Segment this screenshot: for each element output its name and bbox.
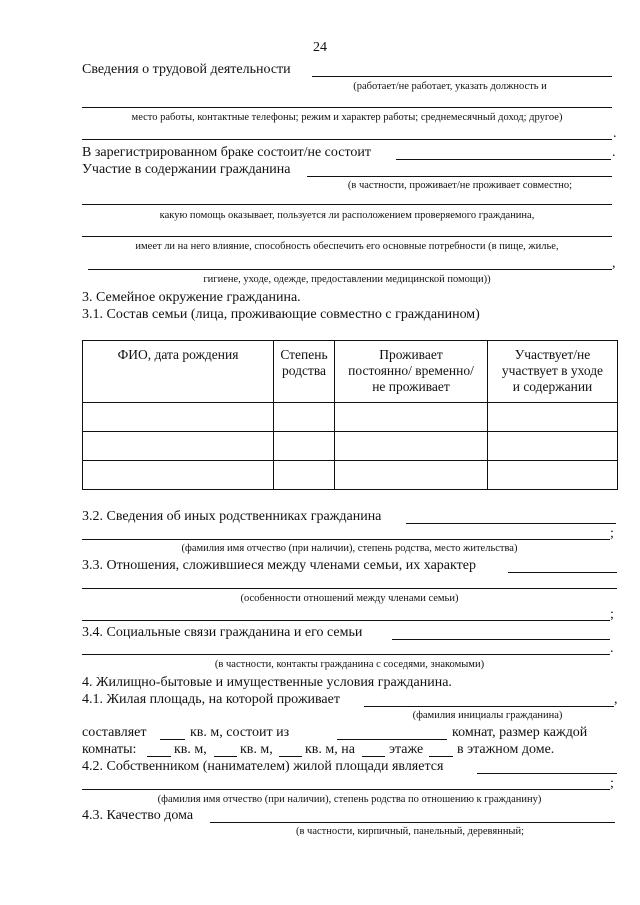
s34-field-2[interactable] xyxy=(82,654,610,655)
s33-field-3[interactable] xyxy=(82,620,610,621)
s41-hint: (фамилия инициалы гражданина) xyxy=(412,710,563,721)
col-header-residence: Проживает постоянно/ временно/ не проживает xyxy=(335,341,488,403)
section-4-title: 4. Жилищно-бытовые и имущественные условия гражданина. xyxy=(82,675,452,690)
table-row xyxy=(83,403,618,432)
s32-hint: (фамилия имя отчество (при наличии), степень родства, место жительства) xyxy=(181,543,518,554)
col-header-participation: Участвует/не участвует в уходе и содержании xyxy=(488,341,618,403)
marriage-label: В зарегистрированном браке состоит/не состоит xyxy=(82,145,371,160)
table-cell[interactable] xyxy=(335,432,488,461)
labor-end: . xyxy=(613,126,617,141)
participation-field-3[interactable] xyxy=(82,236,612,237)
s41-line3-a: комнаты: xyxy=(82,742,137,757)
s41-line2-b: кв. м, состоит из xyxy=(190,725,290,740)
table-cell[interactable] xyxy=(274,403,335,432)
s33-label: 3.3. Отношения, сложившиеся между членами семьи, их характер xyxy=(82,558,476,573)
s41-floors-field[interactable] xyxy=(429,756,453,757)
s33-hint: (особенности отношений между членами семьи) xyxy=(240,593,459,604)
col-header-name: ФИО, дата рождения xyxy=(83,341,274,403)
s41-line2-a: составляет xyxy=(82,725,147,740)
participation-hint-3: имеет ли на него влияние, способность обеспечить его основные потребности (в пище, жилье, xyxy=(135,241,559,252)
participation-label: Участие в содержании гражданина xyxy=(82,162,291,177)
s34-hint: (в частности, контакты гражданина с соседями, знакомыми) xyxy=(214,659,485,670)
s34-field[interactable] xyxy=(392,639,610,640)
s43-hint: (в частности, кирпичный, панельный, деревянный; xyxy=(295,826,525,837)
section-3-1-title: 3.1. Состав семьи (лица, проживающие совместно с гражданином) xyxy=(82,307,480,322)
page-number: 24 xyxy=(313,40,327,55)
family-table xyxy=(82,340,618,490)
s34-label: 3.4. Социальные связи гражданина и его семьи xyxy=(82,625,363,640)
table-row xyxy=(83,432,618,461)
s41-room2-field[interactable] xyxy=(214,756,237,757)
table-cell[interactable] xyxy=(488,432,618,461)
table-cell[interactable] xyxy=(488,461,618,490)
labor-hint-2: место работы, контактные телефоны; режим и характер работы; среднемесячный доход; другое) xyxy=(131,112,563,123)
participation-comma: , xyxy=(612,256,616,271)
s32-field[interactable] xyxy=(406,523,616,524)
s33-end: ; xyxy=(610,607,614,622)
s41-room1-field[interactable] xyxy=(147,756,171,757)
participation-field[interactable] xyxy=(307,176,612,177)
s41-room3-unit: кв. м, на xyxy=(305,742,355,757)
section-3-title: 3. Семейное окружение гражданина. xyxy=(82,290,301,305)
s42-end: ; xyxy=(610,776,614,791)
s42-field[interactable] xyxy=(477,773,617,774)
labor-hint-1: (работает/не работает, указать должность и xyxy=(353,81,547,92)
s32-label: 3.2. Сведения об иных родственниках гражданина xyxy=(82,509,382,524)
table-row xyxy=(83,461,618,490)
labor-field[interactable] xyxy=(312,76,612,77)
s41-floor-field[interactable] xyxy=(362,756,385,757)
table-cell[interactable] xyxy=(335,403,488,432)
s32-field-2[interactable] xyxy=(82,539,610,540)
participation-hint-2: какую помощь оказывает, пользуется ли расположением проверяемого гражданина, xyxy=(159,210,535,221)
s43-field[interactable] xyxy=(210,822,615,823)
s41-room1-unit: кв. м, xyxy=(174,742,207,757)
table-cell[interactable] xyxy=(335,461,488,490)
col-header-relation: Степень родства xyxy=(274,341,335,403)
s41-room3-field[interactable] xyxy=(279,756,302,757)
s42-field-2[interactable] xyxy=(82,789,610,790)
family-table-header xyxy=(83,341,618,403)
s41-label: 4.1. Жилая площадь, на которой проживает xyxy=(82,692,340,707)
table-cell[interactable] xyxy=(488,403,618,432)
s33-field-2[interactable] xyxy=(82,588,617,589)
s41-field[interactable] xyxy=(364,706,614,707)
s43-label: 4.3. Качество дома xyxy=(82,808,194,823)
s41-area-field[interactable] xyxy=(160,739,185,740)
table-cell[interactable] xyxy=(274,461,335,490)
labor-field-3[interactable] xyxy=(82,139,612,140)
marriage-end: . xyxy=(612,145,616,160)
participation-field-4[interactable] xyxy=(88,269,612,270)
participation-hint-1: (в частности, проживает/не проживает совместно; xyxy=(347,180,573,191)
s42-label: 4.2. Собственником (нанимателем) жилой площади является xyxy=(82,759,444,774)
s42-hint: (фамилия имя отчество (при наличии), степень родства по отношению к гражданину) xyxy=(157,794,542,805)
s41-line3-end: в этажном доме. xyxy=(457,742,555,757)
participation-hint-4: гигиене, уходе, одежде, предоставлении медицинской помощи)) xyxy=(203,274,491,285)
table-cell[interactable] xyxy=(274,432,335,461)
s33-field[interactable] xyxy=(508,572,617,573)
labor-field-2[interactable] xyxy=(82,107,612,108)
participation-field-2[interactable] xyxy=(82,204,612,205)
s34-end: . xyxy=(610,641,614,656)
table-cell[interactable] xyxy=(83,432,274,461)
s41-floor-label: этаже xyxy=(389,742,424,757)
labor-label: Сведения о трудовой деятельности xyxy=(82,62,291,77)
table-cell[interactable] xyxy=(83,403,274,432)
s41-comma: , xyxy=(614,692,618,707)
s32-end: ; xyxy=(610,526,614,541)
table-cell[interactable] xyxy=(83,461,274,490)
s41-line2-c: комнат, размер каждой xyxy=(452,725,588,740)
s41-rooms-field[interactable] xyxy=(337,739,447,740)
s41-room2-unit: кв. м, xyxy=(240,742,273,757)
marriage-field[interactable] xyxy=(396,159,611,160)
